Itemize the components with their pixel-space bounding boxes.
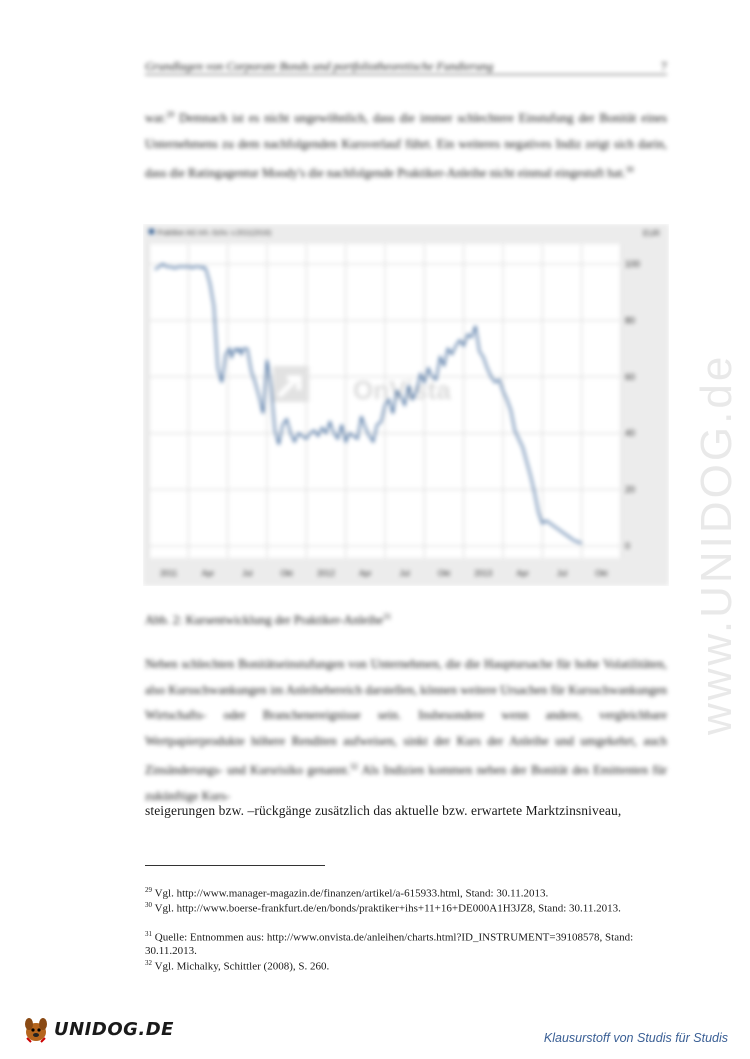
chart-blur-group — [143, 224, 669, 586]
footnote-number: 30 — [145, 901, 152, 909]
x-tick-label: Apr — [201, 569, 215, 578]
dog-mascot-icon — [22, 1015, 50, 1043]
x-tick-label: Okt — [280, 569, 293, 578]
paragraph-tail: Als Indizien kommen neben der Bonität des Emittenten für zukünftige Kurs- — [145, 763, 667, 803]
y-tick-label: 40 — [625, 428, 636, 439]
footnote-text: Vgl. http://www.boerse-frankfurt.de/en/bonds/praktiker+ihs+11+16+DE000A1H3JZ8, Stand: 30.11.2013. — [154, 902, 621, 915]
footnote-ref: 30 — [625, 165, 634, 175]
figure-caption — [145, 612, 391, 628]
footnote-rule — [145, 865, 325, 866]
unidog-logo[interactable] — [22, 1015, 174, 1043]
x-tick-label: Jul — [242, 569, 253, 578]
x-tick-label: Apr — [516, 569, 529, 578]
x-tick-label: 2013 — [474, 569, 493, 578]
visible-line: steigerungen bzw. –rückgänge zusätzlich das aktuelle bzw. erwartete Marktzinsniveau, — [145, 803, 622, 818]
page-header — [145, 54, 667, 75]
footnote-number: 32 — [145, 959, 152, 967]
y-tick-label: 0 — [625, 541, 631, 551]
logo-text: UNIDOG.DE — [54, 1018, 174, 1040]
x-tick-label: Jul — [556, 569, 568, 578]
y-tick-label: 100 — [625, 259, 641, 269]
paragraph-text: Demnach ist es nicht ungewöhnlich, dass die immer schlechtere Einstufung der Bonität eines Unternehmens zu dem nachfolgenden Kursverlauf führt. Ein weiteres negatives Indiz zeigt sich darin, dass die Ratingagentur Moody's die nachfolgende Praktiker-Anleihe nicht einmal eingestuft hat. — [145, 111, 667, 181]
footnote-ref: 31 — [383, 612, 392, 621]
x-tick-label: Apr — [359, 569, 372, 578]
footnote-text: Quelle: Entnommen aus: http://www.onvista.de/anleihen/charts.html?ID_INSTRUMENT=39108578, Stand: 30.11.2013. — [145, 931, 634, 957]
y-tick-label: 80 — [625, 315, 636, 326]
x-tick-label: Okt — [437, 569, 451, 578]
footnote-32 — [145, 957, 675, 974]
footnote-ref: 29 — [166, 110, 175, 119]
footnote-ref: 32 — [349, 762, 358, 771]
paragraph-text: Neben schlechten Bonitätseinstufungen von Unternehmen, die die Hauptursache für hohe Volatilitäten, also Kursschwankungen im Anleihebereich darstellen, können weitere Ursachen für Kursschwankungen Wirtschafts- oder Branchenereignisse sein. Insbesondere wenn andere, vergleichbare Wertpapierprodukte höhere Renditen aufweisen, sinkt der Kurs der Anleihe und umgekehrt, auch Zinsänderungs- und Kursrisiko genannt. — [145, 657, 667, 778]
visible-text-line — [145, 786, 667, 824]
onvista-watermark: OnVista — [353, 375, 451, 405]
caption-text: Abb. 2: Kursentwicklung der Praktiker-Anleihe — [145, 613, 384, 628]
footnote-text: Vgl. Michalky, Schittler (2008), S. 260. — [154, 960, 330, 973]
chart-unit: EUR — [643, 229, 660, 238]
bond-price-chart — [143, 224, 669, 586]
partial-line-spacer — [145, 786, 667, 798]
footnote-30 — [145, 899, 675, 916]
x-tick-label: Jul — [399, 569, 410, 578]
footer-tagline: Klausurstoff von Studis für Studis — [543, 1031, 728, 1045]
y-tick-label: 20 — [625, 484, 636, 495]
onvista-logo-icon — [273, 366, 309, 402]
chart-title: Praktiker AG Inh.-Schv. v.2011(2016) — [157, 230, 272, 237]
y-tick-label: 60 — [625, 371, 636, 382]
footnote-31 — [145, 928, 675, 958]
header-title: Grundlagen von Corporate Bonds und portfoliotheoretische Fundierung — [145, 59, 494, 73]
paragraph-lead: war. — [145, 111, 167, 126]
legend-swatch — [149, 229, 154, 234]
footnote-number: 31 — [145, 930, 152, 938]
header-page-number: 7 — [661, 59, 667, 73]
x-tick-label: 2011 — [160, 569, 178, 578]
footnote-number: 29 — [145, 886, 152, 894]
footnote-text: Vgl. http://www.manager-magazin.de/finanzen/artikel/a-615933.html, Stand: 30.11.2013. — [154, 887, 549, 900]
x-tick-label: Okt — [595, 569, 608, 578]
x-tick-label: 2012 — [317, 569, 335, 578]
paragraph-intro — [145, 102, 667, 187]
site-watermark: www.UNIDOG.de — [692, 353, 741, 735]
